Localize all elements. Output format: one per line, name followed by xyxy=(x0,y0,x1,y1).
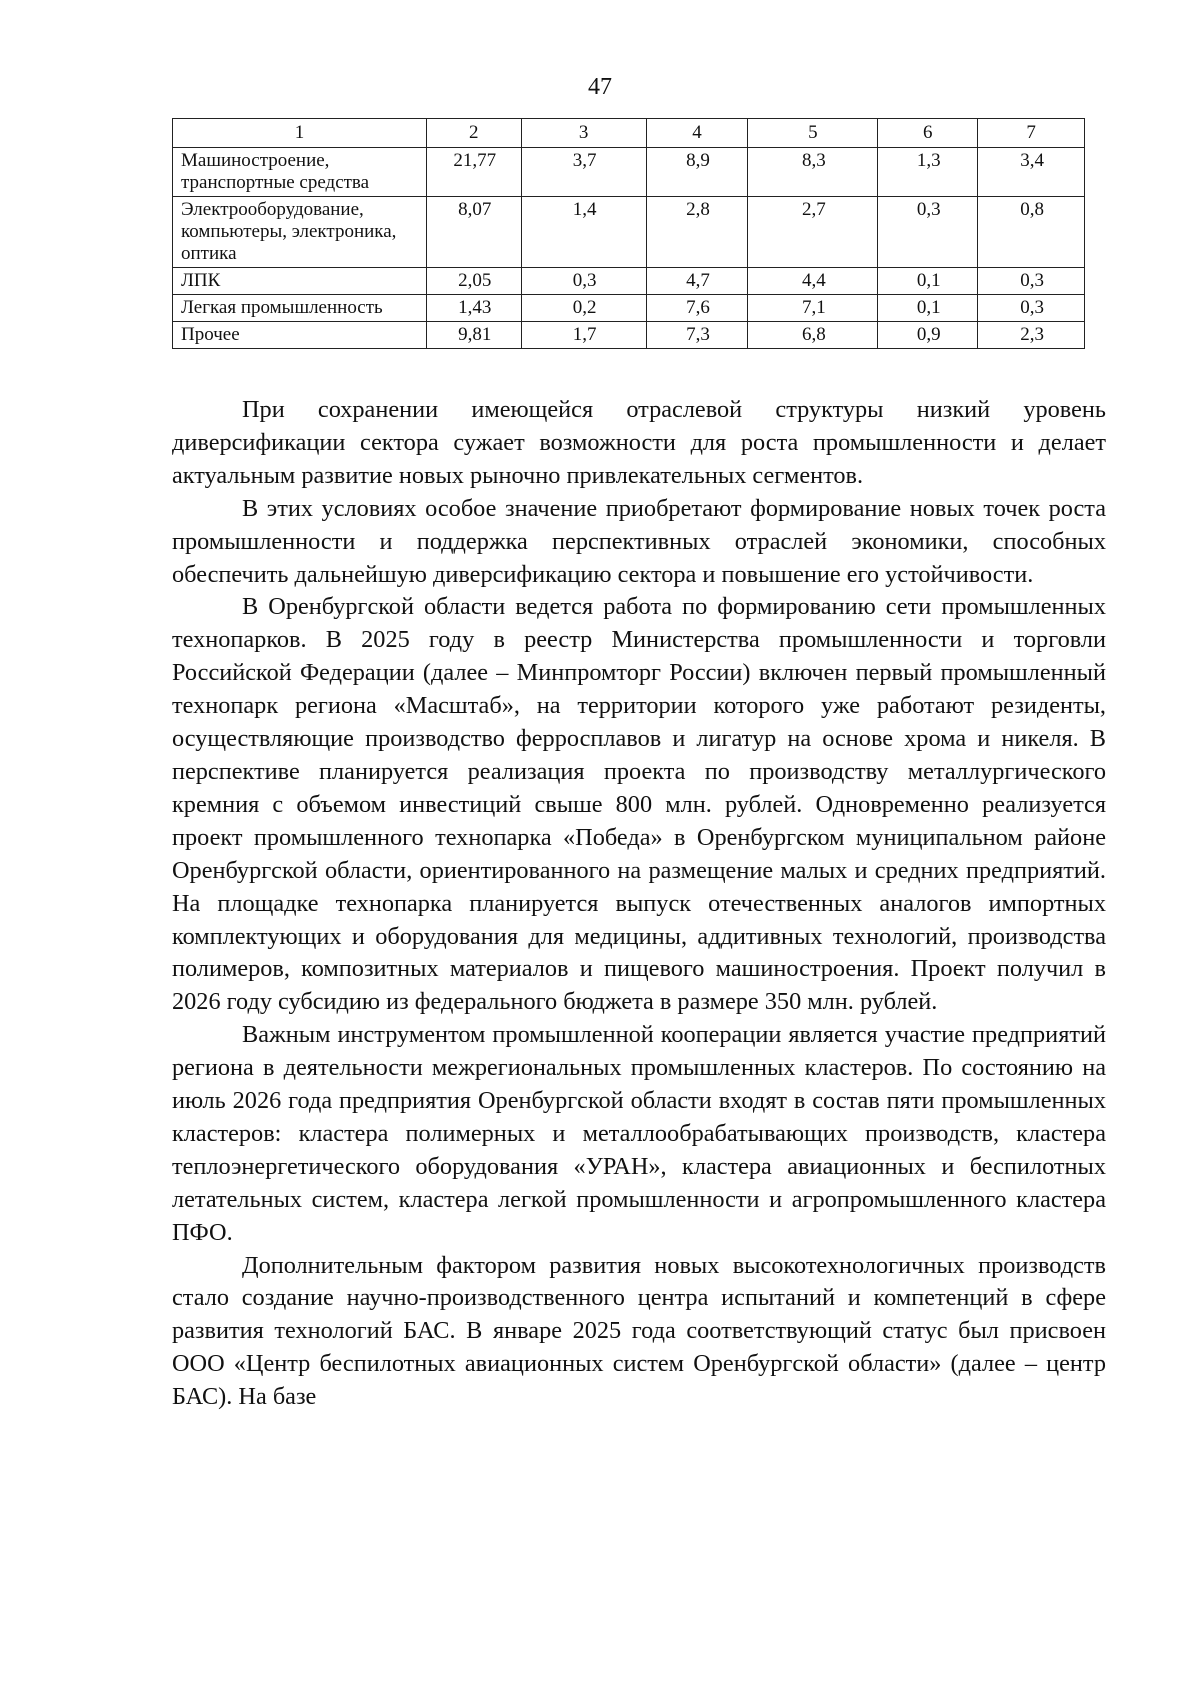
table-cell: 7,6 xyxy=(646,295,748,322)
table-cell: 1,7 xyxy=(521,322,646,349)
table-cell-label: Прочее xyxy=(173,322,427,349)
paragraph: Важным инструментом промышленной кооперации является участие предприятий региона в деятельности межрегиональных промышленных кластеров. По состоянию на июль 2026 года предприятия Оренбургской области входят в состав пяти промышленных кластеров: кластера полимерных и металлообрабатывающих производств, кластера теплоэнергетического оборудования «УРАН», кластера авиационных и беспилотных летательных систем, кластера легкой промышленности и агропромышленного кластера ПФО. xyxy=(172,1021,1106,1246)
table-row xyxy=(173,197,1085,268)
page-number: 47 xyxy=(588,74,612,100)
table-cell: 7,1 xyxy=(748,295,878,322)
table-cell: 1,4 xyxy=(521,197,646,268)
table-cell: 0,1 xyxy=(878,268,978,295)
table-row xyxy=(173,322,1085,349)
table-header-cell: 4 xyxy=(646,119,748,148)
table-header-row xyxy=(173,119,1085,148)
table-cell: 2,7 xyxy=(748,197,878,268)
table-cell: 2,05 xyxy=(426,268,521,295)
table-cell-label: Легкая промышленность xyxy=(173,295,427,322)
table-cell: 0,3 xyxy=(978,268,1085,295)
data-table xyxy=(172,118,1085,349)
table-row xyxy=(173,295,1085,322)
table-cell-label: Электрооборудование, компьютеры, электроника, оптика xyxy=(173,197,427,268)
table-cell: 0,8 xyxy=(978,197,1085,268)
table-cell: 3,4 xyxy=(978,148,1085,197)
table-cell-label: Машиностроение, транспортные средства xyxy=(173,148,427,197)
paragraph: В этих условиях особое значение приобретают формирование новых точек роста промышленности и поддержка перспективных отраслей экономики, способных обеспечить дальнейшую диверсификацию сектора и повышение его устойчивости. xyxy=(172,494,1106,588)
table-cell: 8,07 xyxy=(426,197,521,268)
table-cell: 0,2 xyxy=(521,295,646,322)
table-cell: 1,3 xyxy=(878,148,978,197)
table-header-cell: 7 xyxy=(978,119,1085,148)
table-cell: 2,3 xyxy=(978,322,1085,349)
table-cell: 0,3 xyxy=(978,295,1085,322)
table-header-cell: 5 xyxy=(748,119,878,148)
table-cell: 0,3 xyxy=(521,268,646,295)
paragraph: В Оренбургской области ведется работа по формированию сети промышленных технопарков. В 2025 году в реестр Министерства промышленности и торговли Российской Федерации (далее – Минпромторг России) включен первый промышленный технопарк региона «Масштаб», на территории которого уже работают резиденты, осуществляющие производство ферросплавов и лигатур на основе хрома и никеля. В перспективе планируется реализация проекта по производству металлургического кремния с объемом инвестиций свыше 800 млн. рублей. Одновременно реализуется проект промышленного технопарка «Победа» в Оренбургском муниципальном районе Оренбургской области, ориентированного на размещение малых и средних предприятий. На площадке технопарка планируется выпуск отечественных аналогов импортных комплектующих и оборудования для медицины, аддитивных технологий, производства полимеров, композитных материалов и пищевого машиностроения. Проект получил в 2026 году субсидию из федерального бюджета в размере 350 млн. рублей. xyxy=(172,593,1106,1016)
table-cell: 0,3 xyxy=(878,197,978,268)
table-cell: 6,8 xyxy=(748,322,878,349)
paragraph: Дополнительным фактором развития новых высокотехнологичных производств стало создание научно-производственного центра испытаний и компетенций в сфере развития технологий БАС. В январе 2025 года соответствующий статус был присвоен ООО «Центр беспилотных авиационных систем Оренбургской области» (далее – центр БАС). На базе xyxy=(172,1251,1106,1411)
table-cell: 21,77 xyxy=(426,148,521,197)
table-row xyxy=(173,268,1085,295)
body-text xyxy=(172,394,1106,1414)
paragraph: При сохранении имеющейся отраслевой структуры низкий уровень диверсификации сектора сужает возможности для роста промышленности и делает актуальным развитие новых рыночно привлекательных сегментов. xyxy=(172,396,1106,489)
table-cell: 0,9 xyxy=(878,322,978,349)
table-row xyxy=(173,148,1085,197)
table-cell: 8,9 xyxy=(646,148,748,197)
table-cell: 0,1 xyxy=(878,295,978,322)
table-cell: 4,4 xyxy=(748,268,878,295)
table-cell: 8,3 xyxy=(748,148,878,197)
table-cell: 3,7 xyxy=(521,148,646,197)
table-cell: 4,7 xyxy=(646,268,748,295)
table-cell: 1,43 xyxy=(426,295,521,322)
table-cell: 9,81 xyxy=(426,322,521,349)
table-cell-label: ЛПК xyxy=(173,268,427,295)
table-header-cell: 3 xyxy=(521,119,646,148)
table-header-cell: 2 xyxy=(426,119,521,148)
table-cell: 7,3 xyxy=(646,322,748,349)
table-header-cell: 6 xyxy=(878,119,978,148)
table-cell: 2,8 xyxy=(646,197,748,268)
table-header-cell: 1 xyxy=(173,119,427,148)
